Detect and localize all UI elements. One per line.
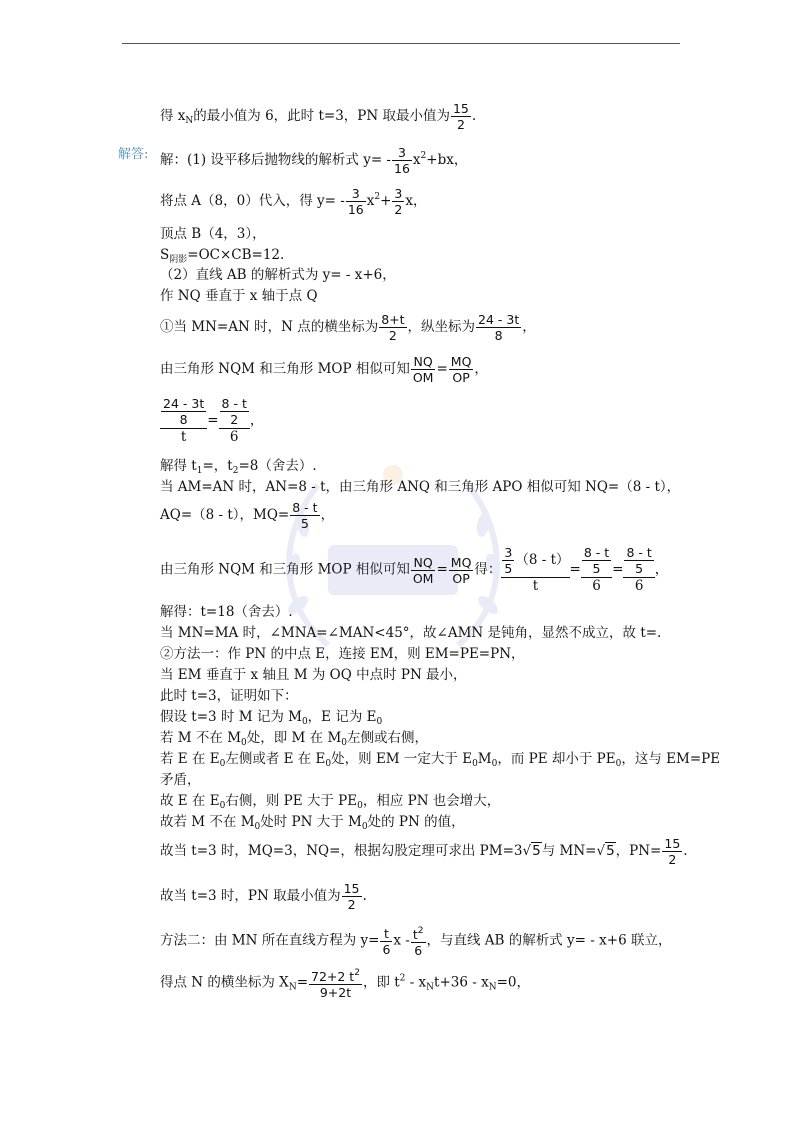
line-16: 当 MN=MA 时，∠MNA=∠MAN<45°，故∠AMN 是钝角，显然不成立，故 t=. xyxy=(160,625,662,641)
fraction: $\frac{t^2}{6}$ xyxy=(412,926,424,958)
line-15: 解得：t=18（舍去）. xyxy=(160,604,293,620)
compound-fraction: $\frac{\frac{8 - t}{2}}{6}$ xyxy=(219,396,250,446)
line-9: 由三角形 NQM 和三角形 MOP 相似可知 $\frac{NQ}{OM}$ = $\frac{MQ}{OP}$ ， xyxy=(160,354,488,385)
line-10: $\frac{\frac{24 - 3t}{8}}{t}$ = $\frac{\frac{8 - t}{2}}{6}$ ， xyxy=(160,396,263,446)
compound-fraction: $\frac{\frac{8 - t}{5}}{6}$ xyxy=(623,545,654,595)
fraction: $\frac{NQ}{OM}$ xyxy=(412,354,434,385)
line-20: 假设 t=3 时 M 记为 $M_0$，E 记为 $E_0$ xyxy=(160,709,383,727)
fraction: $\frac{MQ}{OP}$ xyxy=(450,554,472,586)
line-4: 顶点 B（4，3）， xyxy=(160,226,266,242)
compound-fraction: $\frac{\frac{8 - t}{5}}{6}$ xyxy=(581,545,612,595)
line-25: 故若 M 不在 $M_0$处时 PN 大于 $M_0$处的 PN 的值， xyxy=(160,814,465,832)
line-27: 故当 t=3 时，PN 取最小值为 $\frac{15}{2}$ . xyxy=(160,881,367,912)
line-28: 方法二：由 MN 所在直线方程为 y= $\frac{t}{6}$ x - $\frac{t^2}{6}$ ，与直线 AB 的解析式 y= - x+6 联立， xyxy=(160,925,672,958)
line-3: 将点 A（8，0）代入，得 y= - $\frac{3}{16}$ $x^2+$ $\frac{3}{2}$ x， xyxy=(160,186,427,217)
fraction: $\frac{3}{16}$ xyxy=(394,145,410,176)
fraction: $\frac{NQ}{OM}$ xyxy=(412,554,434,586)
line-1: 得 $x_N$的最小值为 6，此时 t=3，PN 取最小值为 $\frac{15}{2}$ . xyxy=(160,101,477,132)
answer-label: 解答: xyxy=(118,147,149,162)
line-13: AQ=（8 - t），MQ= $\frac{8 - t}{5}$ ， xyxy=(160,500,335,531)
fraction: $\frac{t}{6}$ xyxy=(382,925,391,957)
fraction: $\frac{8 - t}{5}$ xyxy=(292,500,318,531)
fraction: $\frac{8+t}{2}$ xyxy=(381,312,405,343)
fraction: $\frac{3}{2}$ xyxy=(394,186,403,217)
fraction: $\frac{15}{2}$ xyxy=(452,101,469,132)
line-29: 得点 N 的横坐标为 $X_N=$ $\frac{72+2 t^2}{9+2t}$ ，即 $t^2 - x_Nt+36 - x_N=0$， xyxy=(160,968,531,1000)
line-6: （2）直线 AB 的解析式为 y= - x+6， xyxy=(160,267,396,283)
fraction: $\frac{15}{2}$ xyxy=(343,881,360,912)
fraction: $\frac{3}{16}$ xyxy=(347,186,364,217)
fraction: $\frac{24 - 3t}{8}$ xyxy=(478,312,520,343)
line-18: 当 EM 垂直于 x 轴且 M 为 OQ 中点时 PN 最小， xyxy=(160,667,467,683)
header-rule xyxy=(122,43,680,44)
line-14: 由三角形 NQM 和三角形 MOP 相似可知 $\frac{NQ}{OM}$ = $\frac{MQ}{OP}$ 得： $\frac{3}{5}$ （8 - t） t = $\frac{\frac{8 - t}{5}}{6}$ = $\frac{\frac{8 - t}{5}}{6}$ ， xyxy=(160,545,669,594)
line-12: 当 AM=AN 时，AN=8 - t，由三角形 ANQ 和三角形 APO 相似可知 NQ=（8 - t）， xyxy=(160,479,681,495)
fraction: $\frac{72+2 t^2}{9+2t}$ xyxy=(311,968,360,1000)
sqrt: √5 xyxy=(522,843,541,859)
line-22: 若 E 在 $E_0$左侧或者 E 在 $E_0$处，则 EM 一定大于 $E_0M_0$，而 PE 却小于 $PE_0$，这与 EM=PE xyxy=(160,751,721,769)
line-8: ①当 MN=AN 时，N 点的横坐标为 $\frac{8+t}{2}$ ，纵坐标为 $\frac{24 - 3t}{8}$ ， xyxy=(160,312,536,343)
sqrt: √5 xyxy=(596,843,615,859)
line-24: 故 E 在 $E_0$右侧，则 PE 大于 $PE_0$，相应 PN 也会增大， xyxy=(160,793,501,811)
line-17: ②方法一：作 PN 的中点 E，连接 EM，则 EM=PE=PN， xyxy=(160,646,525,662)
line-23: 矛盾， xyxy=(160,772,201,788)
line-7: 作 NQ 垂直于 x 轴于点 Q xyxy=(160,288,318,304)
line-26: 故当 t=3 时，MQ=3，NQ=，根据勾股定理可求出 PM=3√5与 MN=√5，PN= $\frac{15}{2}$ . xyxy=(160,836,688,867)
fraction: $\frac{15}{2}$ xyxy=(664,836,681,867)
compound-fraction: $\frac{3}{5}$ （8 - t） t xyxy=(501,545,569,595)
line-19: 此时 t=3，证明如下： xyxy=(160,688,298,704)
line-21: 若 M 不在 $M_0$处，即 M 在 $M_0$左侧或右侧， xyxy=(160,730,429,748)
line-2: 解：(1) 设平移后抛物线的解析式 y= - $\frac{3}{16}$ $x^2+bx$， xyxy=(160,145,468,176)
fraction: $\frac{MQ}{OP}$ xyxy=(450,354,472,385)
line-5: $S_{阴影}=OC\times CB=12$. xyxy=(160,247,285,265)
line-11: 解得 $t_1=$，$t_2=8$（舍去）. xyxy=(160,458,317,476)
compound-fraction: $\frac{\frac{24 - 3t}{8}}{t}$ xyxy=(160,396,207,446)
